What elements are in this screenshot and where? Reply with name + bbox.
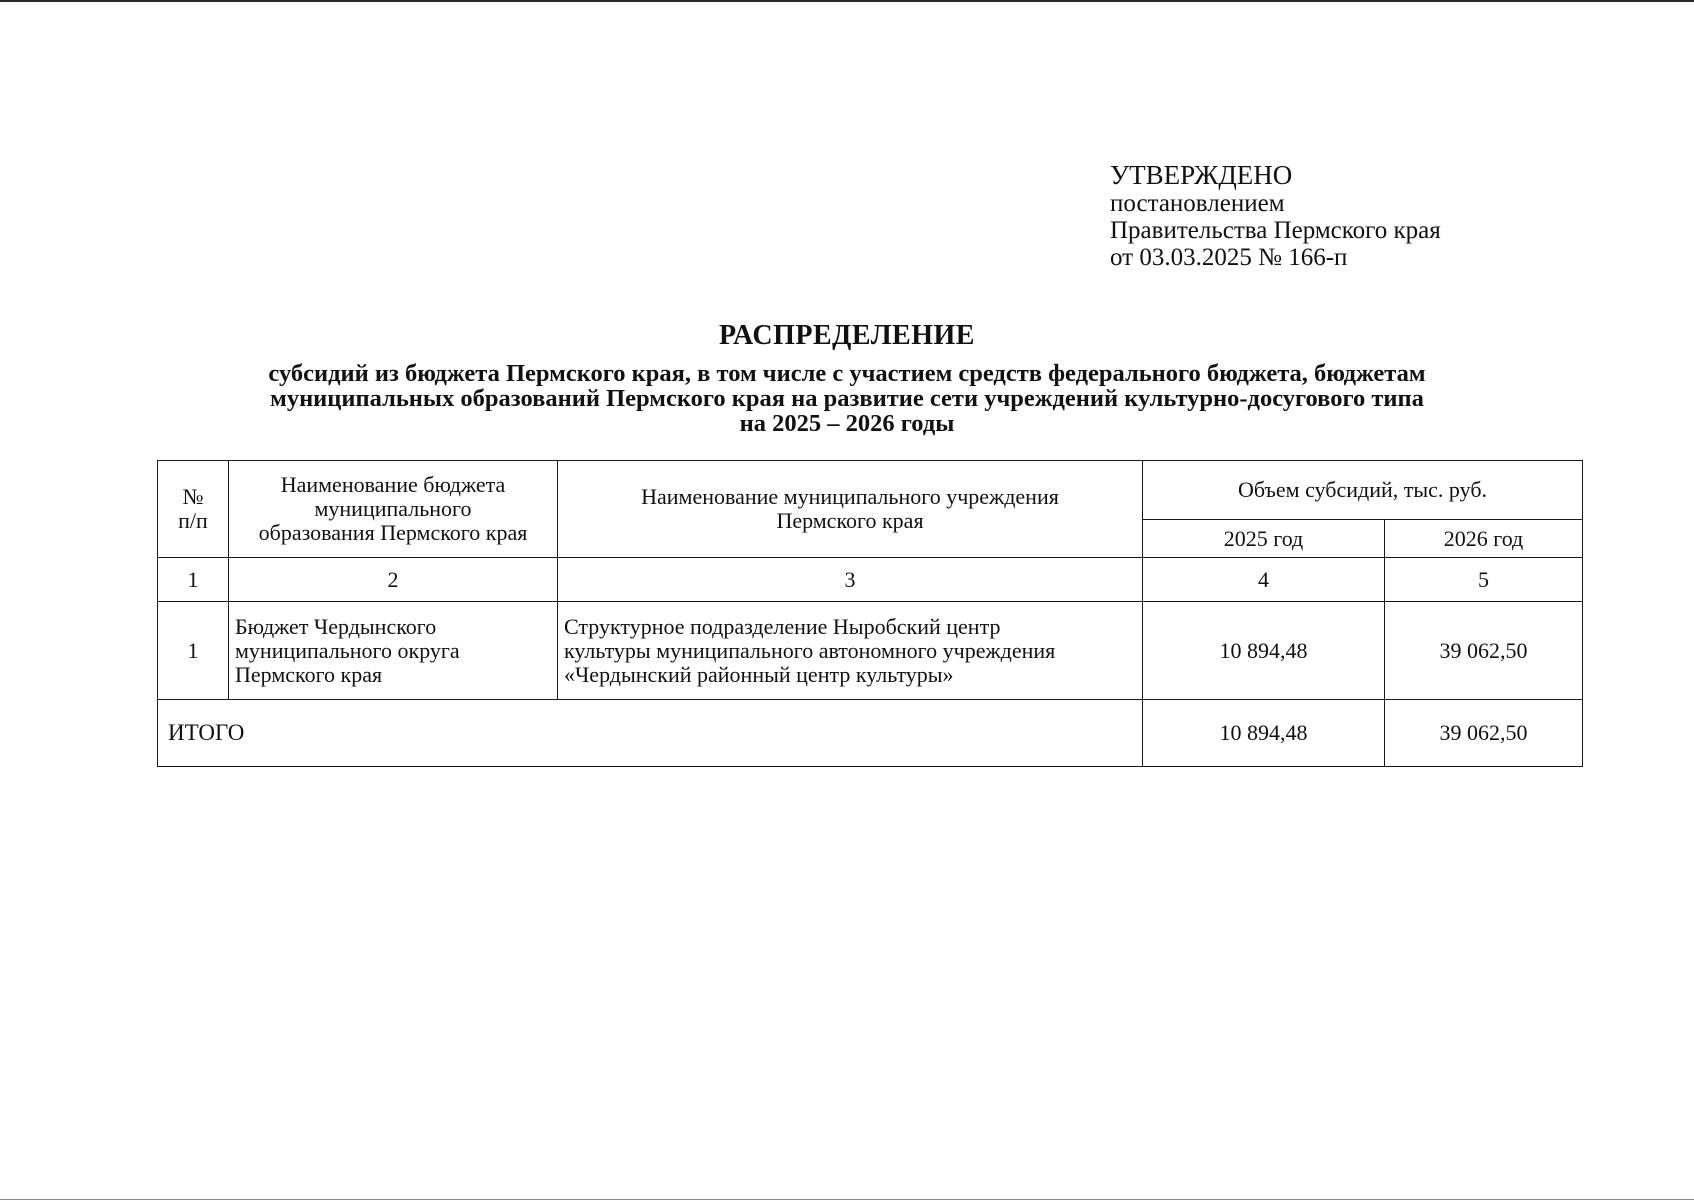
header-volume: Объем субсидий, тыс. руб. <box>1143 461 1583 520</box>
document-subtitle <box>150 361 1544 436</box>
header-year-2026: 2026 год <box>1385 520 1583 558</box>
column-number-2: 2 <box>229 558 558 602</box>
header-num-line-2: п/п <box>178 508 208 533</box>
row-num: 1 <box>158 602 229 700</box>
header-year-2025: 2025 год <box>1143 520 1385 558</box>
header-budget-line-2: муниципального <box>314 496 472 521</box>
header-budget-line-3: образования Пермского края <box>258 520 528 545</box>
table-column-numbers-row <box>158 558 1583 602</box>
approval-stamp <box>1110 160 1610 271</box>
table-header-row <box>158 461 1583 520</box>
approval-heading: УТВЕРЖДЕНО <box>1110 160 1293 190</box>
row-budget-name <box>229 602 558 700</box>
row-amount-2026: 39 062,50 <box>1385 602 1583 700</box>
document-title: РАСПРЕДЕЛЕНИЕ <box>719 320 975 351</box>
row-institution-line-1: Структурное подразделение Ныробский центр <box>564 613 1001 639</box>
scan-edge-top <box>0 0 1694 2</box>
row-amount-2025: 10 894,48 <box>1143 602 1385 700</box>
column-number-3: 3 <box>558 558 1143 602</box>
row-budget-line-3: Пермского края <box>235 661 383 687</box>
column-number-5: 5 <box>1385 558 1583 602</box>
total-label: ИТОГО <box>158 700 1143 767</box>
header-num-line-1: № <box>182 484 204 509</box>
subtitle-line-3: на 2025 – 2026 годы <box>739 410 955 437</box>
row-budget-line-2: муниципального округа <box>235 637 460 663</box>
row-institution-line-3: «Чердынский районный центр культуры» <box>564 661 954 687</box>
approval-authority: Правительства Пермского края <box>1110 217 1441 244</box>
header-institution-line-2: Пермского края <box>776 508 924 533</box>
header-budget-line-1: Наименование бюджета <box>280 472 506 497</box>
header-institution <box>558 461 1143 558</box>
total-amount-2025: 10 894,48 <box>1143 700 1385 767</box>
header-institution-line-1: Наименование муниципального учреждения <box>641 484 1059 509</box>
approval-resolution: постановлением <box>1110 190 1285 217</box>
subtitle-line-1: субсидий из бюджета Пермского края, в том числе с участием средств федерального бюджета, бюджетам <box>268 360 1426 387</box>
subsidy-table <box>157 460 1583 767</box>
column-number-4: 4 <box>1143 558 1385 602</box>
approval-date-number: от 03.03.2025 № 166-п <box>1110 244 1348 271</box>
table-row <box>158 602 1583 700</box>
column-number-1: 1 <box>158 558 229 602</box>
total-amount-2026: 39 062,50 <box>1385 700 1583 767</box>
row-institution-name <box>558 602 1143 700</box>
header-budget <box>229 461 558 558</box>
row-institution-line-2: культуры муниципального автономного учреждения <box>564 637 1056 663</box>
header-num <box>158 461 229 558</box>
row-budget-line-1: Бюджет Чердынского <box>235 613 437 639</box>
table-total-row <box>158 700 1583 767</box>
subtitle-line-2: муниципальных образований Пермского края на развитие сети учреждений культурно-досугового типа <box>270 385 1424 412</box>
